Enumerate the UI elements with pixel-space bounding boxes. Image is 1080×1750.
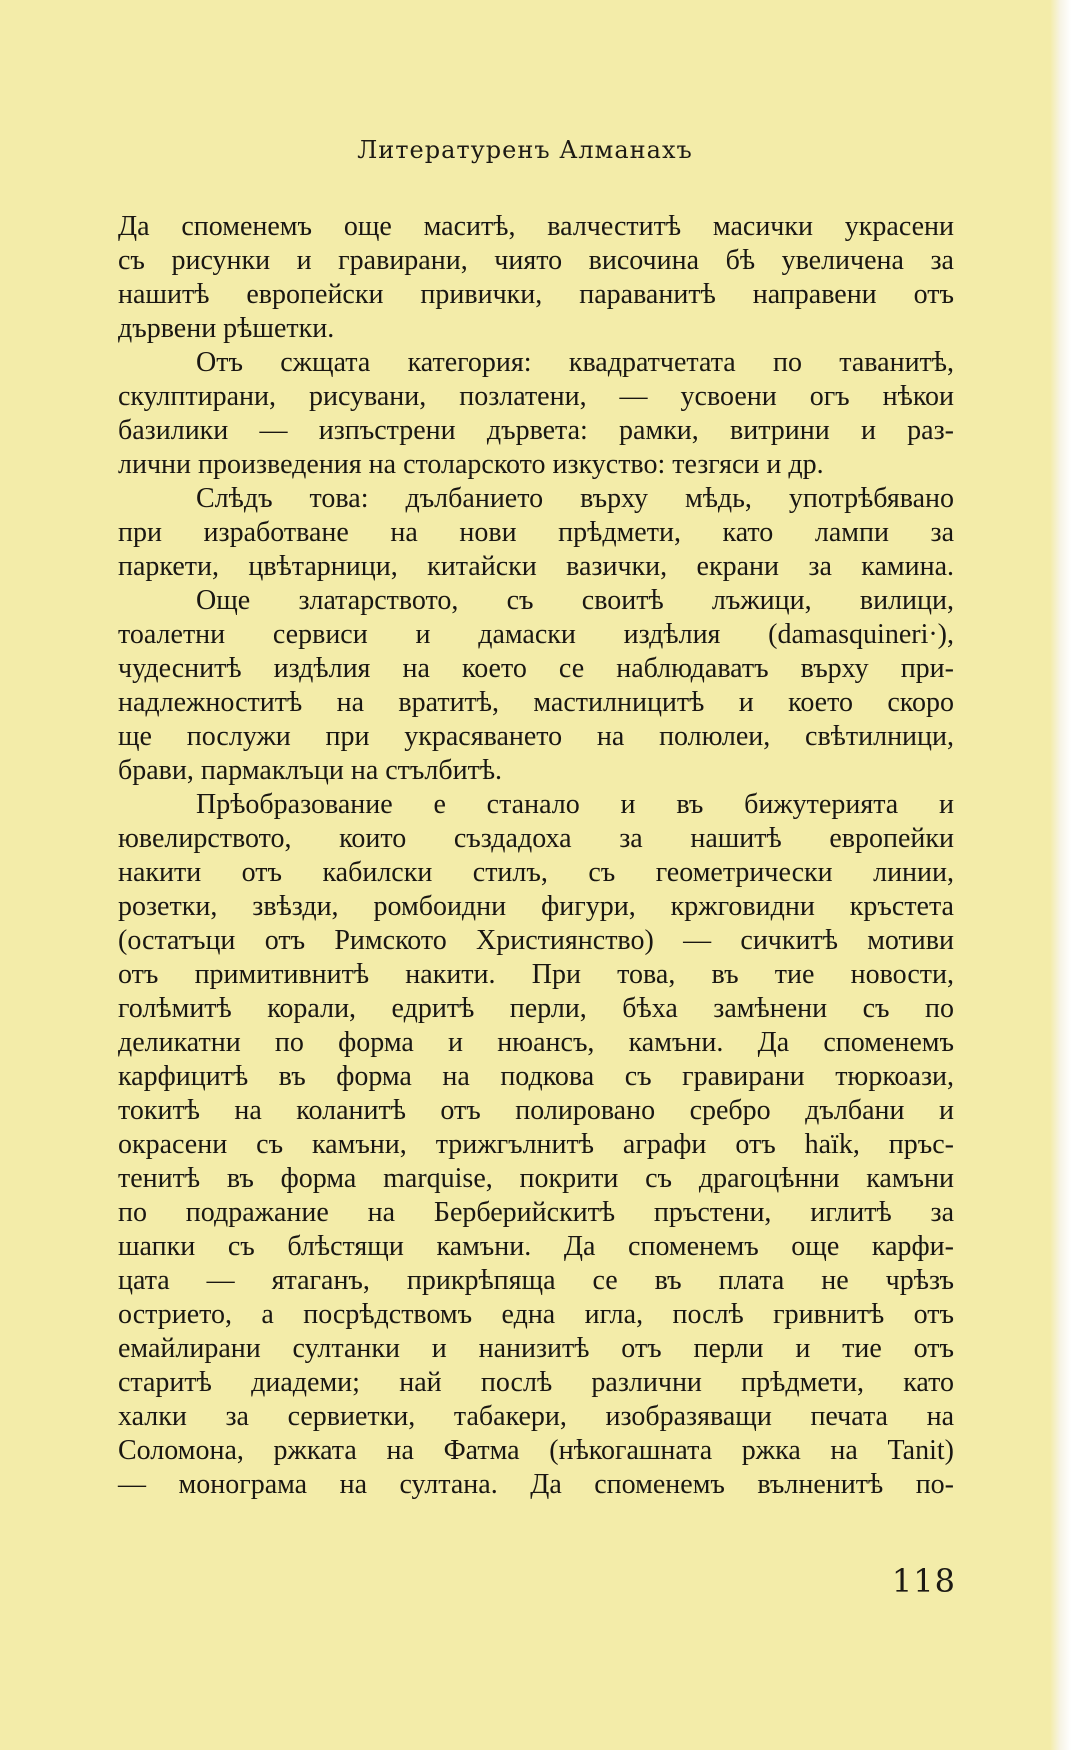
text-line: токитѣ на коланитѣ отъ полировано сребро дълбани и: [118, 1095, 954, 1126]
running-header: Литературенъ Алманахъ: [357, 136, 693, 164]
text-line: Соломона, ржката на Фатма (нѣкогашната ржка на Tanit): [118, 1435, 954, 1466]
text-line: ювелирството, които създадоха за нашитѣ европейки: [118, 823, 954, 854]
text-line: (остатъци отъ Римското Християнство) — сичкитѣ мотиви: [118, 925, 954, 956]
text-line: отъ примитивнитѣ накити. При това, въ тие новости,: [118, 959, 954, 990]
text-line: емайлирани султанки и нанизитѣ отъ перли и тие отъ: [118, 1333, 954, 1364]
text-line: цата — ятаганъ, прикрѣпяща се въ плата не чрѣзъ: [118, 1265, 954, 1296]
text-line: деликатни по форма и нюансъ, камъни. Да споменемъ: [118, 1027, 954, 1058]
text-line: по подражание на Берберийскитѣ пръстени, иглитѣ за: [118, 1197, 954, 1228]
text-line: Още златарството, съ своитѣ лъжици, вилици,: [196, 585, 954, 616]
text-line: розетки, звѣзди, ромбоидни фигури, кржговидни кръстета: [118, 891, 954, 922]
text-line: старитѣ диадеми; най послѣ различни прѣдмети, като: [118, 1367, 954, 1398]
text-line: брави, пармаклъци на стълбитѣ.: [118, 755, 503, 786]
page-number: 118: [891, 1562, 956, 1600]
text-line: дървени рѣшетки.: [118, 313, 335, 344]
text-line: при изработване на нови прѣдмети, като лампи за: [118, 517, 954, 548]
text-line: карфицитѣ въ форма на подкова съ гравирани тюркоази,: [118, 1061, 954, 1092]
text-line: Да споменемъ още маситѣ, валчеститѣ масички украсени: [118, 211, 954, 242]
text-line: острието, а посрѣдствомъ една игла, послѣ гривнитѣ отъ: [118, 1299, 954, 1330]
text-line: Прѣобразование е станало и въ бижутерията и: [196, 789, 954, 820]
text-line: Отъ сжщата категория: квадратчетата по таванитѣ,: [196, 347, 954, 378]
text-line: накити отъ кабилски стилъ, съ геометрически линии,: [118, 857, 954, 888]
body-text: [118, 210, 954, 1502]
text-line: нашитѣ европейски привички, параванитѣ направени отъ: [118, 279, 954, 310]
text-line: — монограма на султана. Да споменемъ вълненитѣ по-: [118, 1469, 954, 1500]
page-edge: [1050, 0, 1080, 1750]
text-line: Слѣдъ това: дълбанието върху мѣдь, употрѣбявано: [196, 483, 954, 514]
text-line: шапки съ блѣстящи камъни. Да споменемъ още карфи-: [118, 1231, 954, 1262]
text-line: надлежноститѣ на вратитѣ, мастилницитѣ и което скоро: [118, 687, 954, 718]
text-line: ще послужи при украсяването на полюлеи, свѣтилници,: [118, 721, 954, 752]
text-line: тенитѣ въ форма marquise, покрити съ драгоцѣнни камъни: [118, 1163, 954, 1194]
text-line: голѣмитѣ корали, едритѣ перли, бѣха замѣнени съ по: [118, 993, 954, 1024]
text-line: чудеснитѣ издѣлия на което се наблюдаватъ върху при-: [118, 653, 954, 684]
text-line: базилики — изпъстрени дървета: рамки, витрини и раз-: [118, 415, 954, 446]
text-line: съ рисунки и гравирани, чиято височина бѣ увеличена за: [118, 245, 954, 276]
text-line: окрасени съ камъни, трижгълнитѣ аграфи отъ haïk, пръс-: [118, 1129, 954, 1160]
text-line: халки за сервиетки, табакери, изобразяващи печата на: [118, 1401, 954, 1432]
text-line: скулптирани, рисувани, позлатени, — усвоени огъ нѣкои: [118, 381, 954, 412]
text-line: паркети, цвѣтарници, китайски вазички, екрани за камина.: [118, 551, 954, 582]
text-line: лични произведения на столарското изкуство: тезгяси и др.: [118, 449, 824, 480]
text-line: тоалетни сервиси и дамаски издѣлия (damasquineri·),: [118, 619, 954, 650]
